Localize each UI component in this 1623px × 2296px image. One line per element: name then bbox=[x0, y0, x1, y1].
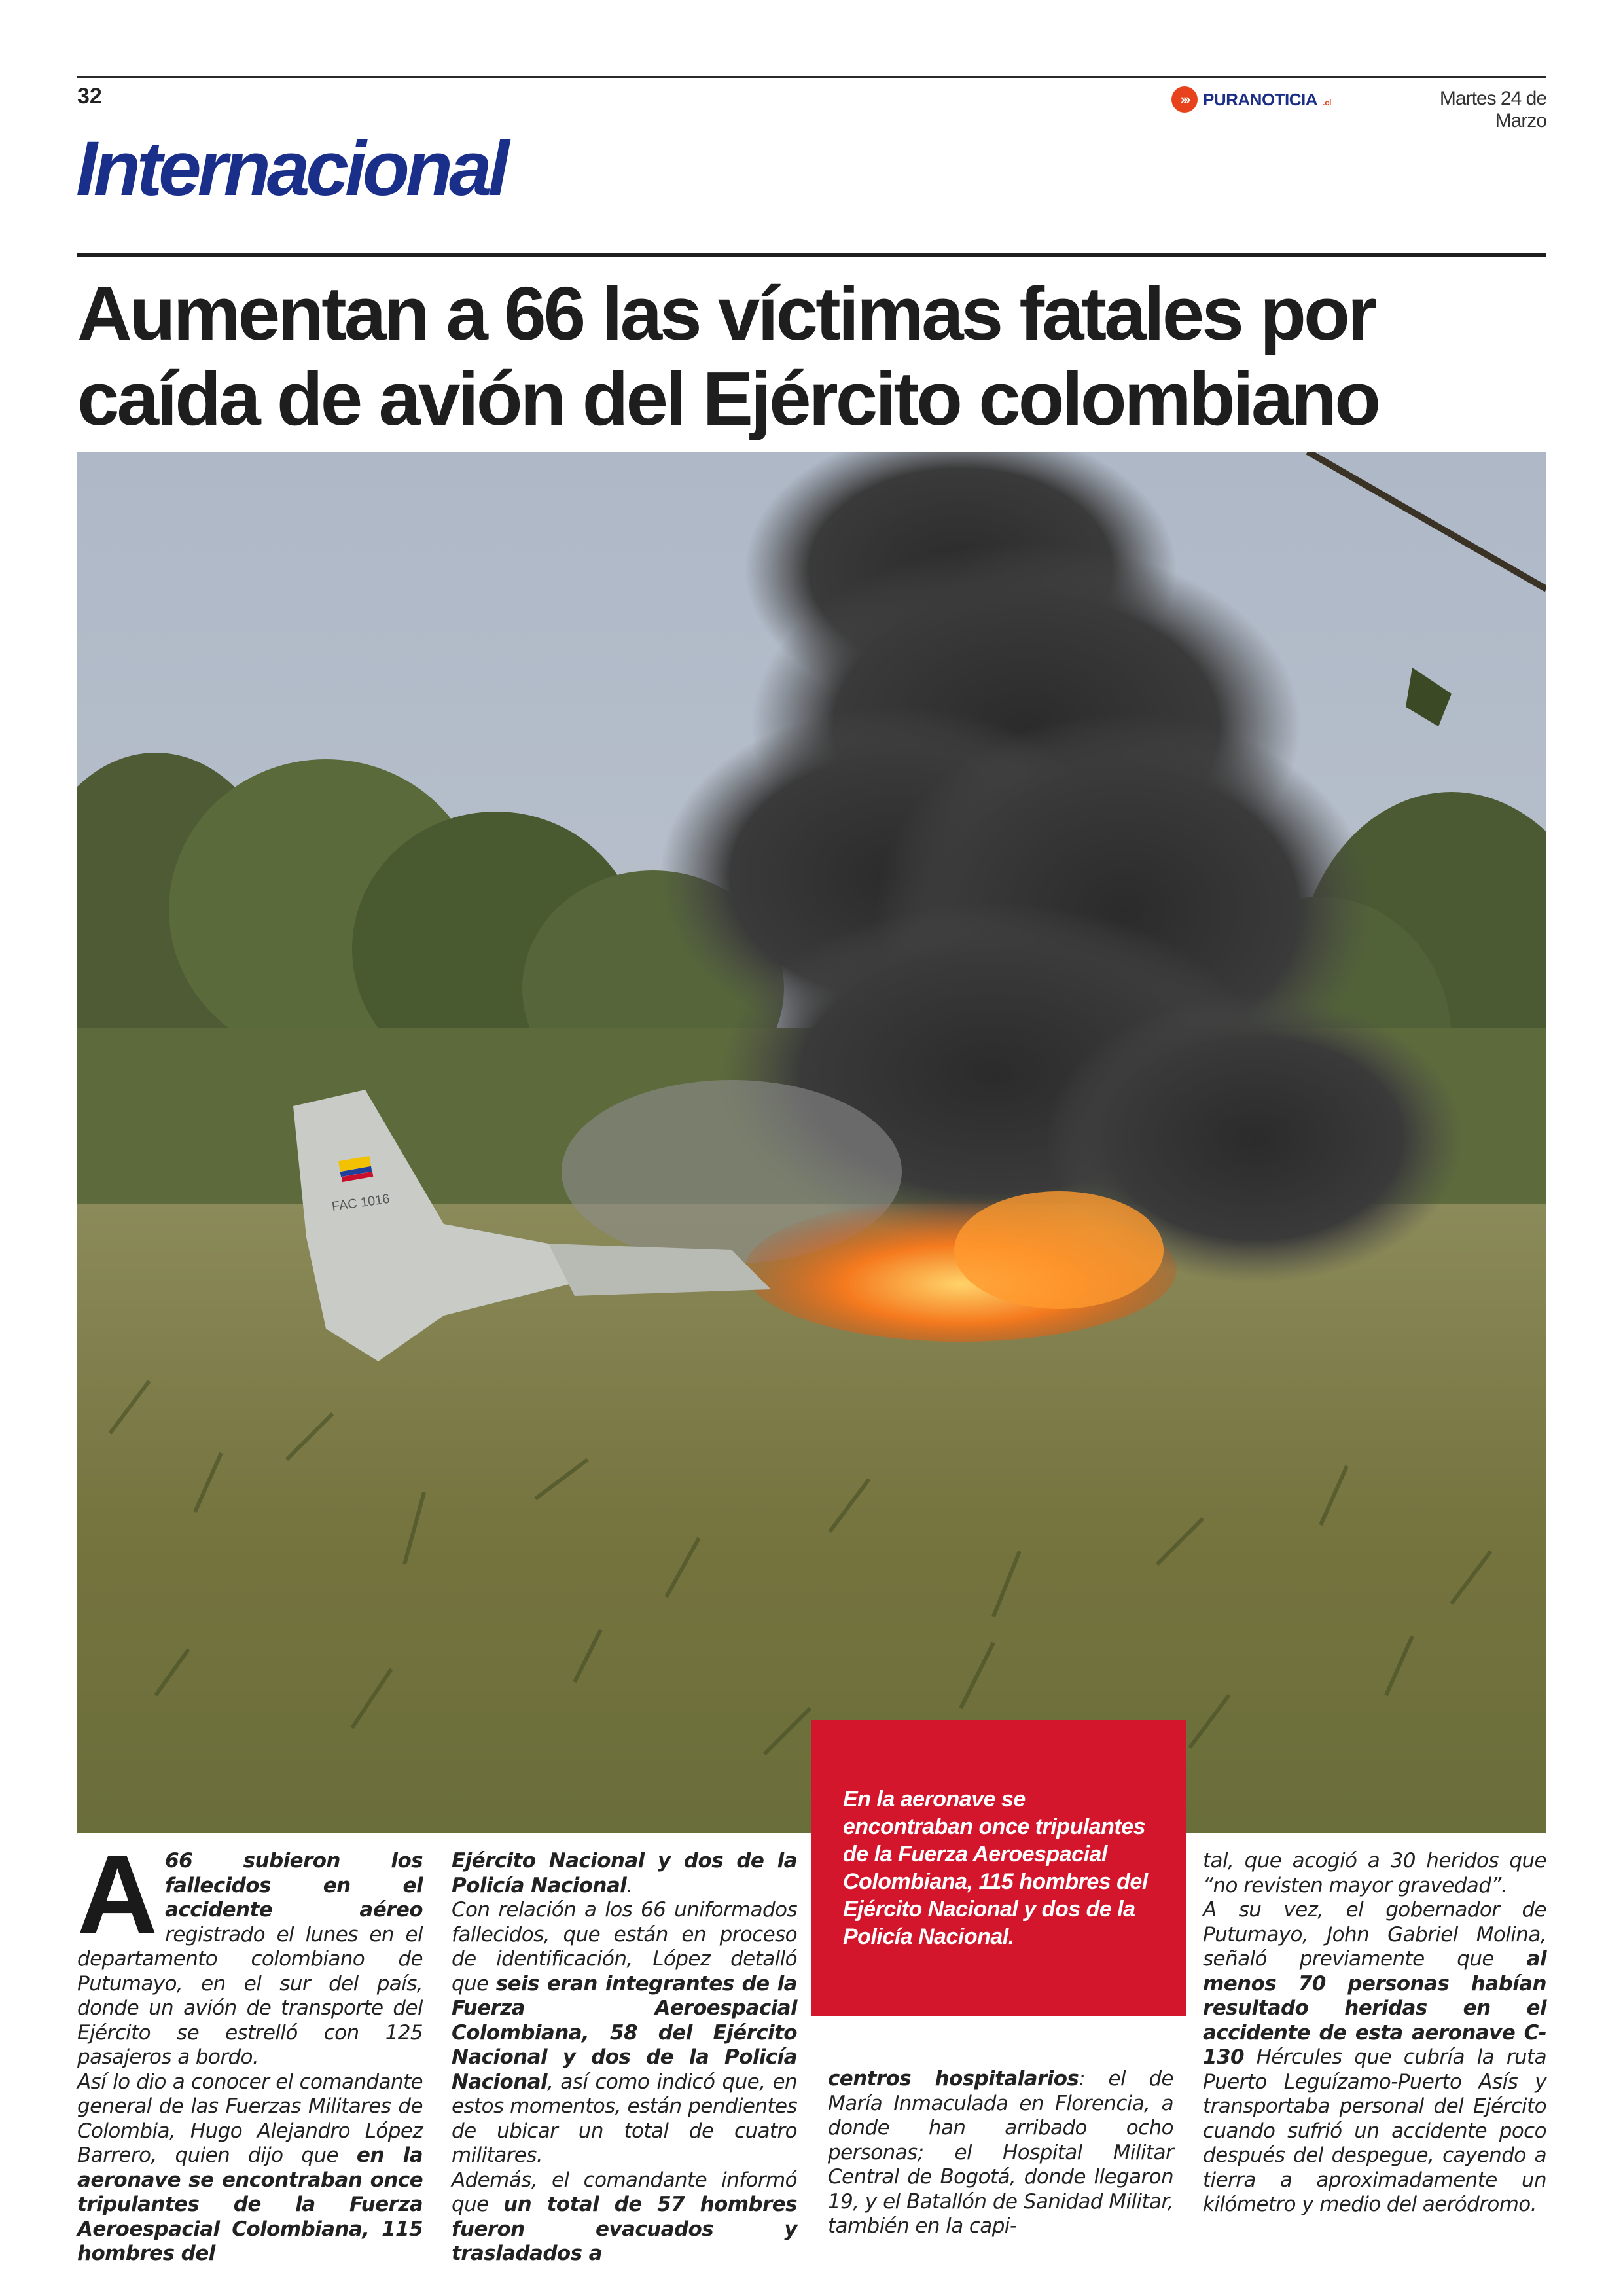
photo-tail-marking: FAC 1016 bbox=[330, 1191, 391, 1214]
brand-suffix: .cl bbox=[1323, 98, 1332, 107]
brand-name: PURANOTICIA bbox=[1203, 89, 1318, 109]
issue-date: Martes 24 de Marzo bbox=[1439, 88, 1546, 132]
paragraph: tal, que acogió a 30 heridos que “no revisten mayor gravedad”. bbox=[1203, 1849, 1546, 1897]
paragraph: Con relación a los 66 uniformados fallecidos, que están en proceso de identificación, López detalló que seis eran integrantes de la Fuerza Aeroespacial Colombiana, 58 del Ejército Nacional y dos de la Policía Nacional, así como indicó que, en estos momentos, están pendientes de ubicar un total de cuatro militares. bbox=[452, 1898, 797, 2167]
section-title: Internacional bbox=[76, 126, 506, 212]
top-rule bbox=[77, 76, 1546, 78]
paragraph: Además, el comandante informó que un total de 57 hombres fueron evacuados y trasladados a bbox=[452, 2168, 797, 2265]
paragraph: centros hospitalarios: el de María Inmaculada en Florencia, a donde han arribado ocho personas; el Hospital Militar Central de Bogotá, donde llegaron 19, y el Batallón de Sanidad Militar, también en la capi- bbox=[828, 2067, 1174, 2238]
article-column-3 bbox=[828, 2067, 1173, 2239]
article-column-4 bbox=[1203, 1849, 1546, 2217]
pull-quote-box bbox=[812, 1720, 1186, 2016]
article-column-2 bbox=[452, 1849, 797, 2267]
article-headline: Aumentan a 66 las víctimas fatales por caída de avión del Ejército colombiano bbox=[77, 271, 1379, 441]
pull-quote-text: En la aeronave se encontraban once tripulantes de la Fuerza Aeroespacial Colombiana, 115 hombres del Ejército Nacional y dos de la Policía Nacional. bbox=[843, 1787, 1148, 1949]
paragraph: A su vez, el gobernador de Putumayo, John Gabriel Molina, señaló previamente que al menos 70 personas habían resultado heridas en el accidente de esta aeronave C-130 Hércules que cubría la ruta Puerto Leguízamo-Puerto Asís y transportaba personal del Ejército cuando sufrió un accidente poco después del despegue, cayendo a tierra a aproximadamente un kilómetro y medio del aeródromo. bbox=[1203, 1898, 1546, 2216]
paragraph: 66 subieron los fallecidos en el accidente aéreo registrado el lunes en el departamento colombiano de Putumayo, en el sur del país, donde un avión de transporte del Ejército se estrelló con 125 pasajeros a bordo. bbox=[77, 1849, 423, 2069]
brand-logo bbox=[1171, 85, 1331, 114]
paragraph: Así lo dio a conocer el comandante general de las Fuerzas Militares de Colombia, Hugo Alejandro López Barrero, quien dijo que en la aeronave se encontraban once tripulantes de la Fuerza Aeroespacial Colombiana, 115 hombres del bbox=[77, 2070, 423, 2265]
page-number: 32 bbox=[77, 84, 102, 109]
chevrons-icon: ››› bbox=[1171, 86, 1198, 113]
article-column-1 bbox=[77, 1833, 423, 2267]
paragraph: Ejército Nacional y dos de la Policía Nacional. bbox=[452, 1849, 797, 1897]
drop-cap: A bbox=[77, 1833, 158, 1957]
crash-photo bbox=[77, 452, 1546, 1833]
headline-rule bbox=[77, 253, 1546, 257]
